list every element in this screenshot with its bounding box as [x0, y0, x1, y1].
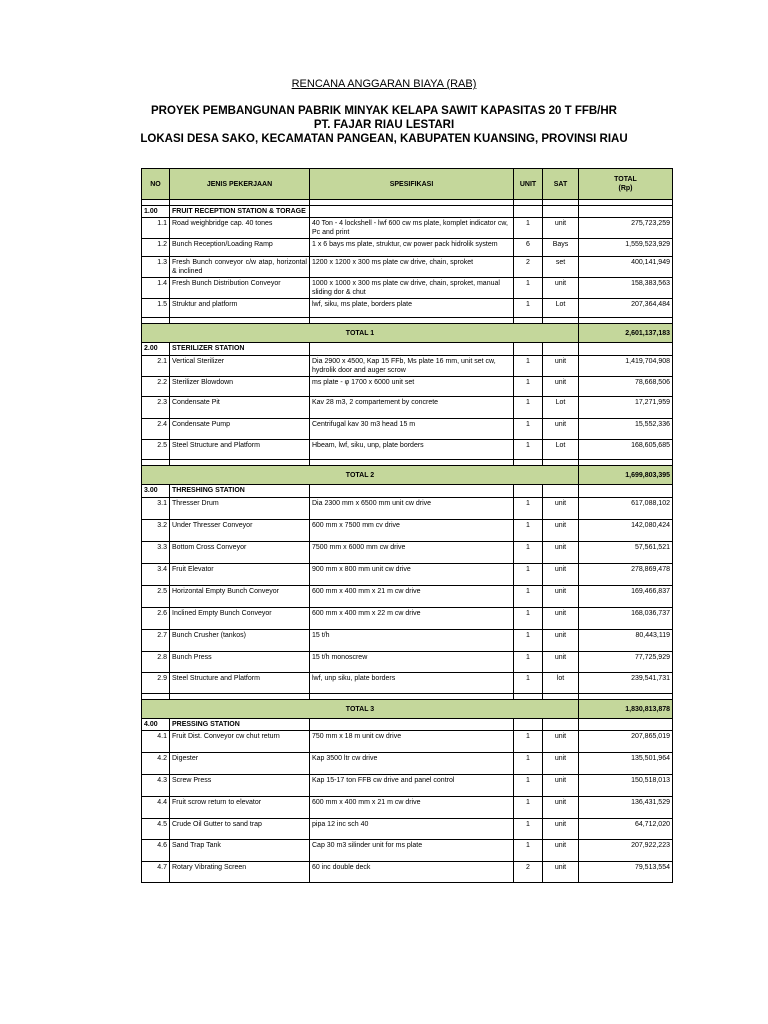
- item-spesifikasi: Dia 2300 mm x 6500 mm unit cw drive: [310, 498, 514, 520]
- item-total: 168,036,737: [579, 608, 673, 630]
- item-unit: 1: [514, 586, 543, 608]
- item-unit: 1: [514, 419, 543, 440]
- item-spesifikasi: 600 mm x 400 mm x 22 m cw drive: [310, 608, 514, 630]
- project-location: LOKASI DESA SAKO, KECAMATAN PANGEAN, KABUPATEN KUANSING, PROVINSI RIAU: [140, 133, 628, 145]
- item-total: 400,141,949: [579, 257, 673, 278]
- item-spesifikasi: lwf, unp siku, plate borders: [310, 673, 514, 694]
- item-unit: 1: [514, 652, 543, 673]
- item-spesifikasi: 7500 mm x 6000 mm cw drive: [310, 542, 514, 564]
- item-total: 169,466,837: [579, 586, 673, 608]
- item-sat: unit: [543, 356, 579, 377]
- table-row: [142, 356, 673, 377]
- item-sat: unit: [543, 840, 579, 862]
- item-number: 4.5: [142, 819, 170, 840]
- item-total: 17,271,959: [579, 397, 673, 419]
- item-jenis: Fruit scrow return to elevator: [170, 797, 310, 819]
- section-spec-cell: [310, 719, 514, 731]
- section-number: 4.00: [142, 719, 170, 731]
- table-row: [142, 608, 673, 630]
- item-sat: unit: [543, 542, 579, 564]
- section-number: 1.00: [142, 206, 170, 218]
- item-jenis: Bottom Cross Conveyor: [170, 542, 310, 564]
- section-name: PRESSING STATION: [170, 719, 310, 731]
- item-unit: 1: [514, 608, 543, 630]
- item-spesifikasi: Hbeam, lwf, siku, unp, plate borders: [310, 440, 514, 460]
- section-total-row: [142, 700, 673, 719]
- item-jenis: Road weighbridge cap. 40 tones: [170, 218, 310, 239]
- item-number: 2.6: [142, 608, 170, 630]
- table-header-row: [142, 169, 673, 200]
- company-name: PT. FAJAR RIAU LESTARI: [313, 119, 455, 131]
- table-row: [142, 731, 673, 753]
- item-unit: 6: [514, 239, 543, 257]
- item-spesifikasi: Kav 28 m3, 2 compartement by concrete: [310, 397, 514, 419]
- document-header: [0, 78, 768, 146]
- item-unit: 1: [514, 218, 543, 239]
- section-number: 3.00: [142, 485, 170, 498]
- table-row: [142, 218, 673, 239]
- section-spec-cell: [310, 485, 514, 498]
- item-spesifikasi: 600 mm x 7500 mm cv drive: [310, 520, 514, 542]
- item-sat: unit: [543, 218, 579, 239]
- item-total: 158,383,563: [579, 278, 673, 299]
- document-title: RENCANA ANGGARAN BIAYA (RAB): [291, 78, 477, 90]
- item-sat: unit: [543, 608, 579, 630]
- item-sat: unit: [543, 731, 579, 753]
- table-row: [142, 419, 673, 440]
- item-number: 2.4: [142, 419, 170, 440]
- item-jenis: Condensate Pump: [170, 419, 310, 440]
- item-number: 3.3: [142, 542, 170, 564]
- table-row: [142, 440, 673, 460]
- item-jenis: Fruit Dist. Conveyor cw chut return: [170, 731, 310, 753]
- item-unit: 1: [514, 520, 543, 542]
- table-row: [142, 257, 673, 278]
- item-spesifikasi: Kap 3500 ltr cw drive: [310, 753, 514, 775]
- section-number: 2.00: [142, 343, 170, 356]
- project-name: PROYEK PEMBANGUNAN PABRIK MINYAK KELAPA SAWIT KAPASITAS 20 T FFB/HR: [151, 105, 617, 117]
- table-row: [142, 564, 673, 586]
- item-unit: 2: [514, 257, 543, 278]
- item-spesifikasi: 15 t/h monoscrew: [310, 652, 514, 673]
- item-jenis: Screw Press: [170, 775, 310, 797]
- item-unit: 1: [514, 775, 543, 797]
- item-spesifikasi: 600 mm x 400 mm x 21 m cw drive: [310, 797, 514, 819]
- section-total-cell: [579, 485, 673, 498]
- item-number: 2.5: [142, 586, 170, 608]
- item-number: 3.4: [142, 564, 170, 586]
- item-jenis: Under Thresser Conveyor: [170, 520, 310, 542]
- table-row: [142, 797, 673, 819]
- item-unit: 1: [514, 564, 543, 586]
- item-total: 15,552,336: [579, 419, 673, 440]
- table-row: [142, 840, 673, 862]
- item-number: 4.2: [142, 753, 170, 775]
- item-jenis: Fresh Bunch conveyor c/w atap, horizontal & inclined: [170, 257, 310, 278]
- item-jenis: Horizontal Empty Bunch Conveyor: [170, 586, 310, 608]
- item-unit: 1: [514, 753, 543, 775]
- item-spesifikasi: 1000 x 1000 x 300 ms plate cw drive, chain, sproket, manual sliding dor & chut: [310, 278, 514, 299]
- item-jenis: Condensate Pit: [170, 397, 310, 419]
- item-unit: 1: [514, 731, 543, 753]
- item-jenis: Vertical Sterilizer: [170, 356, 310, 377]
- item-sat: unit: [543, 775, 579, 797]
- item-spesifikasi: 750 mm x 18 m unit cw drive: [310, 731, 514, 753]
- table-row: [142, 498, 673, 520]
- section-name: THRESHING STATION: [170, 485, 310, 498]
- item-unit: 1: [514, 278, 543, 299]
- section-total-cell: [579, 343, 673, 356]
- item-jenis: Bunch Reception/Loading Ramp: [170, 239, 310, 257]
- item-spesifikasi: 15 t/h: [310, 630, 514, 652]
- item-unit: 1: [514, 498, 543, 520]
- item-jenis: Fruit Elevator: [170, 564, 310, 586]
- col-header-spesifikasi: SPESIFIKASI: [310, 169, 514, 200]
- section-total-value: 1,699,803,395: [579, 466, 673, 485]
- table-row: [142, 862, 673, 883]
- table-row: [142, 652, 673, 673]
- section-spec-cell: [310, 206, 514, 218]
- table-row: [142, 630, 673, 652]
- item-sat: unit: [543, 498, 579, 520]
- item-spesifikasi: Dia 2900 x 4500, Kap 15 FFb, Ms plate 16 mm, unit set cw, hydrolik door and auger scrow: [310, 356, 514, 377]
- col-header-total-unit: (Rp): [618, 185, 633, 192]
- item-number: 4.1: [142, 731, 170, 753]
- section-sat-cell: [543, 206, 579, 218]
- item-total: 275,723,259: [579, 218, 673, 239]
- item-number: 4.6: [142, 840, 170, 862]
- item-total: 278,869,478: [579, 564, 673, 586]
- section-total-cell: [579, 206, 673, 218]
- section-row: [142, 485, 673, 498]
- item-unit: 1: [514, 356, 543, 377]
- item-spesifikasi: 60 inc double deck: [310, 862, 514, 883]
- item-spesifikasi: 1 x 6 bays ms plate, struktur, cw power pack hidrolik system: [310, 239, 514, 257]
- item-sat: unit: [543, 377, 579, 397]
- col-header-unit: UNIT: [514, 169, 543, 200]
- table-row: [142, 520, 673, 542]
- item-spesifikasi: 600 mm x 400 mm x 21 m cw drive: [310, 586, 514, 608]
- item-number: 3.1: [142, 498, 170, 520]
- table-row: [142, 299, 673, 318]
- item-total: 207,865,019: [579, 731, 673, 753]
- item-spesifikasi: ms plate - φ 1700 x 6000 unit set: [310, 377, 514, 397]
- item-number: 1.5: [142, 299, 170, 318]
- item-spesifikasi: pipa 12 inc sch 40: [310, 819, 514, 840]
- col-header-total-label: TOTAL: [614, 176, 637, 183]
- section-sat-cell: [543, 485, 579, 498]
- item-number: 1.3: [142, 257, 170, 278]
- section-total-cell: [579, 719, 673, 731]
- section-row: [142, 206, 673, 218]
- item-jenis: Struktur and platform: [170, 299, 310, 318]
- section-total-value: 2,601,137,183: [579, 324, 673, 343]
- item-number: 3.2: [142, 520, 170, 542]
- table-row: [142, 397, 673, 419]
- item-sat: unit: [543, 819, 579, 840]
- section-unit-cell: [514, 206, 543, 218]
- item-jenis: Bunch Crusher (tankos): [170, 630, 310, 652]
- table-row: [142, 542, 673, 564]
- item-unit: 2: [514, 862, 543, 883]
- item-number: 2.3: [142, 397, 170, 419]
- section-total-label: TOTAL 3: [142, 700, 579, 719]
- item-jenis: Crude Oil Gutter to sand trap: [170, 819, 310, 840]
- item-unit: 1: [514, 440, 543, 460]
- item-total: 80,443,119: [579, 630, 673, 652]
- table-row: [142, 278, 673, 299]
- section-spec-cell: [310, 343, 514, 356]
- item-sat: set: [543, 257, 579, 278]
- item-sat: Lot: [543, 440, 579, 460]
- table-row: [142, 377, 673, 397]
- item-total: 79,513,554: [579, 862, 673, 883]
- item-jenis: Sterilizer Blowdown: [170, 377, 310, 397]
- section-total-label: TOTAL 2: [142, 466, 579, 485]
- col-header-total: [579, 169, 673, 200]
- item-total: 168,605,685: [579, 440, 673, 460]
- table-body: [142, 200, 673, 883]
- section-row: [142, 719, 673, 731]
- item-number: 1.2: [142, 239, 170, 257]
- item-number: 4.7: [142, 862, 170, 883]
- item-sat: Bays: [543, 239, 579, 257]
- item-jenis: Rotary Vibrating Screen: [170, 862, 310, 883]
- item-unit: 1: [514, 630, 543, 652]
- item-jenis: Sand Trap Tank: [170, 840, 310, 862]
- item-total: 135,501,964: [579, 753, 673, 775]
- item-spesifikasi: 900 mm x 800 mm unit cw drive: [310, 564, 514, 586]
- item-number: 2.8: [142, 652, 170, 673]
- item-total: 78,668,506: [579, 377, 673, 397]
- item-sat: unit: [543, 419, 579, 440]
- item-sat: unit: [543, 652, 579, 673]
- item-total: 57,561,521: [579, 542, 673, 564]
- item-total: 136,431,529: [579, 797, 673, 819]
- section-unit-cell: [514, 719, 543, 731]
- col-header-no: NO: [142, 169, 170, 200]
- item-jenis: Bunch Press: [170, 652, 310, 673]
- item-total: 617,088,102: [579, 498, 673, 520]
- item-sat: Lot: [543, 299, 579, 318]
- item-sat: unit: [543, 520, 579, 542]
- item-sat: unit: [543, 630, 579, 652]
- item-number: 2.7: [142, 630, 170, 652]
- section-unit-cell: [514, 343, 543, 356]
- item-spesifikasi: 1200 x 1200 x 300 ms plate cw drive, chain, sproket: [310, 257, 514, 278]
- item-total: 142,080,424: [579, 520, 673, 542]
- item-total: 207,922,223: [579, 840, 673, 862]
- item-sat: unit: [543, 586, 579, 608]
- item-sat: unit: [543, 753, 579, 775]
- item-spesifikasi: Centrifugal kav 30 m3 head 15 m: [310, 419, 514, 440]
- item-spesifikasi: 40 Ton - 4 lockshell - lwf 600 cw ms plate, komplet indicator cw, Pc and print: [310, 218, 514, 239]
- item-spesifikasi: lwf, siku, ms plate, borders plate: [310, 299, 514, 318]
- section-total-value: 1,830,813,878: [579, 700, 673, 719]
- section-name: FRUIT RECEPTION STATION & TORAGE: [170, 206, 310, 218]
- item-jenis: Inclined Empty Bunch Conveyor: [170, 608, 310, 630]
- item-number: 4.4: [142, 797, 170, 819]
- table-row: [142, 775, 673, 797]
- item-sat: unit: [543, 564, 579, 586]
- item-number: 2.1: [142, 356, 170, 377]
- item-sat: unit: [543, 797, 579, 819]
- item-unit: 1: [514, 397, 543, 419]
- item-number: 2.5: [142, 440, 170, 460]
- section-total-label: TOTAL 1: [142, 324, 579, 343]
- item-total: 239,541,731: [579, 673, 673, 694]
- item-spesifikasi: Kap 15-17 ton FFB cw drive and panel control: [310, 775, 514, 797]
- budget-table: [141, 168, 673, 883]
- section-sat-cell: [543, 343, 579, 356]
- item-number: 1.4: [142, 278, 170, 299]
- item-unit: 1: [514, 542, 543, 564]
- item-jenis: Digester: [170, 753, 310, 775]
- item-unit: 1: [514, 819, 543, 840]
- item-total: 64,712,020: [579, 819, 673, 840]
- item-jenis: Steel Structure and Platform: [170, 440, 310, 460]
- item-total: 1,419,704,908: [579, 356, 673, 377]
- table-row: [142, 819, 673, 840]
- item-total: 77,725,929: [579, 652, 673, 673]
- col-header-sat: SAT: [543, 169, 579, 200]
- item-number: 1.1: [142, 218, 170, 239]
- section-name: STERILIZER STATION: [170, 343, 310, 356]
- item-jenis: Fresh Bunch Distribution Conveyor: [170, 278, 310, 299]
- item-number: 2.9: [142, 673, 170, 694]
- item-unit: 1: [514, 840, 543, 862]
- section-total-row: [142, 324, 673, 343]
- item-sat: Lot: [543, 397, 579, 419]
- section-unit-cell: [514, 485, 543, 498]
- item-sat: unit: [543, 278, 579, 299]
- item-total: 207,364,484: [579, 299, 673, 318]
- item-unit: 1: [514, 797, 543, 819]
- item-jenis: Thresser Drum: [170, 498, 310, 520]
- table-row: [142, 586, 673, 608]
- section-sat-cell: [543, 719, 579, 731]
- item-jenis: Steel Structure and Platform: [170, 673, 310, 694]
- section-row: [142, 343, 673, 356]
- item-sat: lot: [543, 673, 579, 694]
- table-row: [142, 239, 673, 257]
- item-sat: unit: [543, 862, 579, 883]
- item-number: 4.3: [142, 775, 170, 797]
- table-row: [142, 753, 673, 775]
- item-unit: 1: [514, 299, 543, 318]
- table-row: [142, 673, 673, 694]
- item-total: 150,518,013: [579, 775, 673, 797]
- col-header-jenis: JENIS PEKERJAAN: [170, 169, 310, 200]
- item-number: 2.2: [142, 377, 170, 397]
- item-unit: 1: [514, 673, 543, 694]
- item-spesifikasi: Cap 30 m3 silinder unit for ms plate: [310, 840, 514, 862]
- item-unit: 1: [514, 377, 543, 397]
- item-total: 1,559,523,929: [579, 239, 673, 257]
- section-total-row: [142, 466, 673, 485]
